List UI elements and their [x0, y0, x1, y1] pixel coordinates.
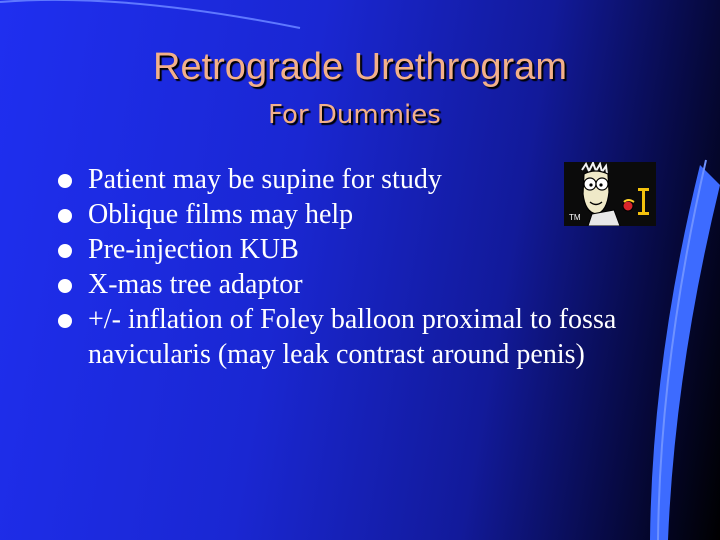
dummies-logo — [564, 162, 656, 226]
dummies-character-icon — [564, 162, 656, 226]
bullet-item: Patient may be supine for study — [58, 162, 680, 197]
bullet-item: +/- inflation of Foley balloon proximal to fossa navicularis (may leak contrast around penis) — [58, 302, 680, 372]
bullet-item: Pre-injection KUB — [58, 232, 680, 267]
trademark-mark: TM — [569, 213, 581, 222]
slide-subtitle: For Dummies — [268, 100, 441, 130]
bullet-item: Oblique films may help — [58, 197, 680, 232]
bullet-item: X-mas tree adaptor — [58, 267, 680, 302]
top-arc — [0, 0, 300, 28]
slide-title: Retrograde Urethrogram — [153, 46, 567, 88]
